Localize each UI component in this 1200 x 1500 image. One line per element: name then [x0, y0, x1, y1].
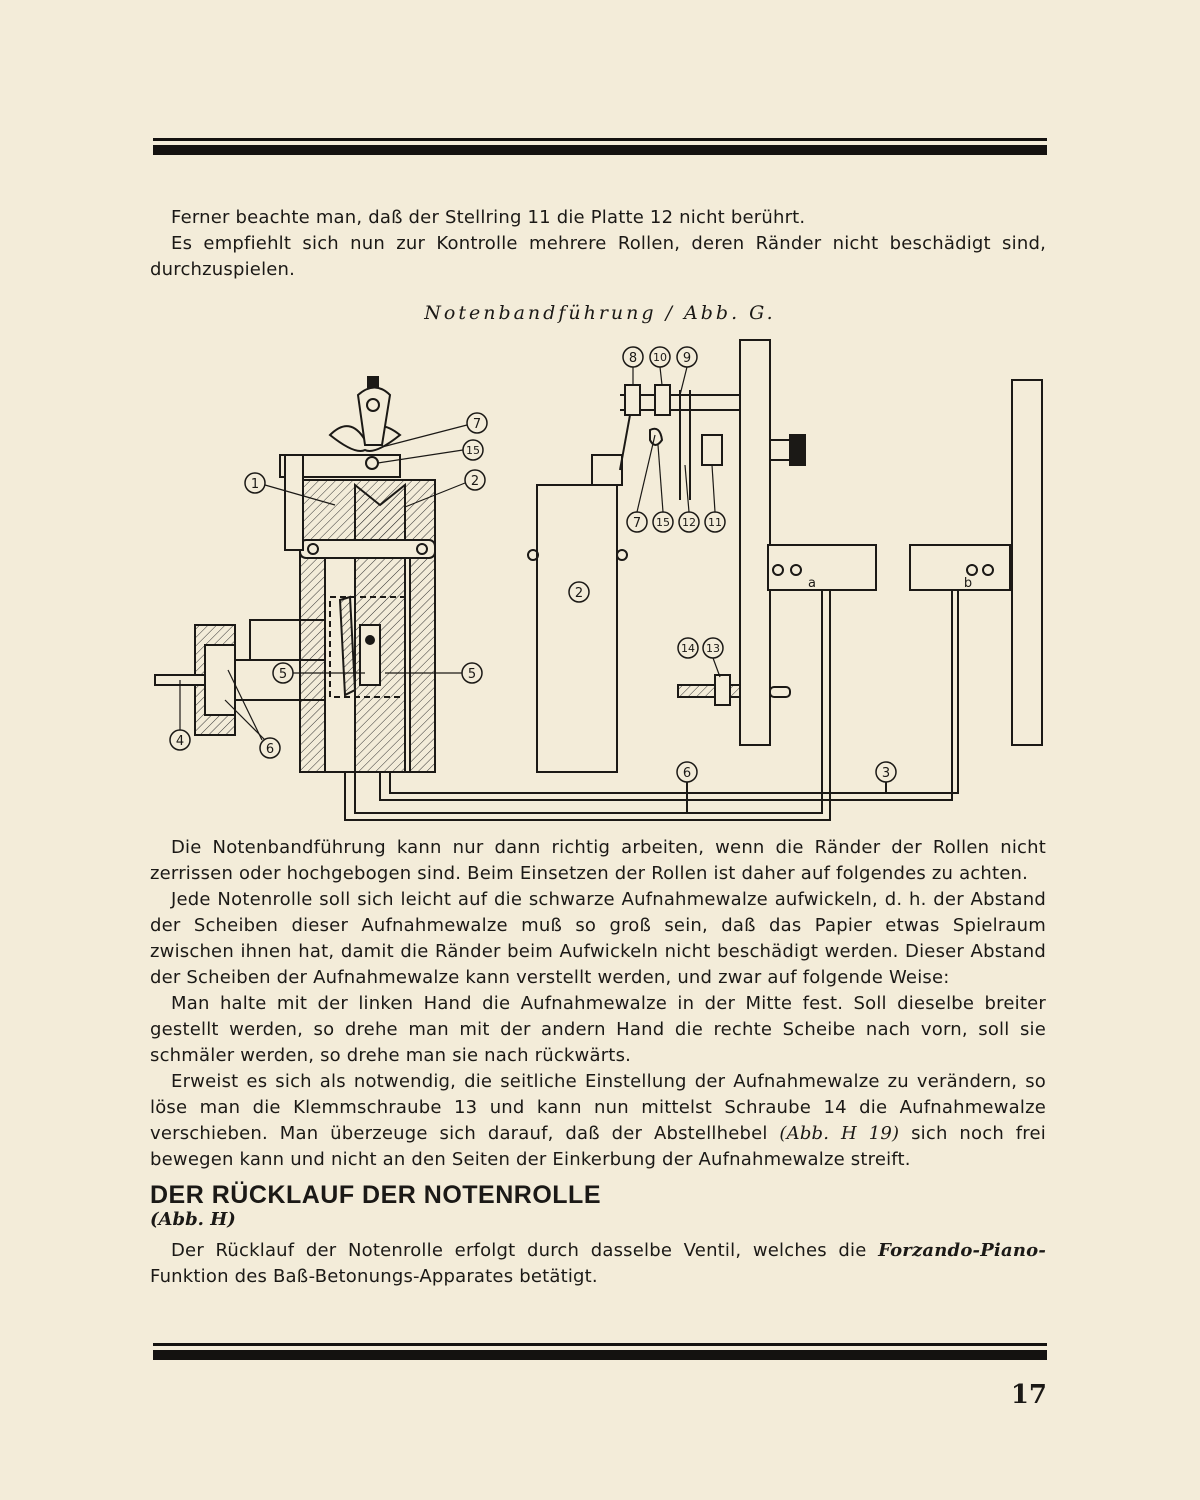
svg-text:9: 9 [682, 351, 692, 366]
svg-text:15: 15 [466, 444, 480, 457]
svg-text:6: 6 [265, 742, 275, 757]
svg-text:14: 14 [681, 642, 695, 655]
top-rule [153, 138, 1047, 156]
intro-text [150, 205, 1046, 283]
svg-text:15: 15 [656, 516, 670, 529]
svg-text:10: 10 [653, 351, 667, 364]
section-subheading: (Abb. H) [150, 1209, 236, 1230]
svg-text:2: 2 [470, 474, 480, 489]
figure-reference: (Abb. H 19) [779, 1123, 900, 1144]
figure-caption: Notenbandführung / Abb. G. [424, 302, 776, 324]
paragraph: Man halte mit der linken Hand die Aufnahmewalze in der Mitte fest. Soll dieselbe breiter gestellt werden, so drehe man mit der andern Hand die rechte Scheibe nach vorn, soll sie schmäler werden, so drehe man sie nach rückwärts. [150, 993, 1046, 1066]
paragraph: Jede Notenrolle soll sich leicht auf die schwarze Aufnahmewalze aufwickeln, d. h. der Abstand der Scheiben dieser Aufnahmewalze muß so groß sein, daß das Papier etwas Spielraum zwischen ihnen hat, damit die Ränder beim Aufwickeln nicht beschädigt werden. Dieser Abstand der Scheiben der Aufnahmewalze kann verstellt werden, und zwar auf folgende Weise: [150, 889, 1046, 988]
paragraph: Die Notenbandführung kann nur dann richtig arbeiten, wenn die Ränder der Rollen nicht zerrissen oder hochgebogen sind. Beim Einsetzen der Rollen ist daher auf folgendes zu achten. [150, 837, 1046, 884]
paragraph: Es empfiehlt sich nun zur Kontrolle mehrere Rollen, deren Ränder nicht beschädigt sind, durchzuspielen. [150, 233, 1046, 280]
svg-text:2: 2 [574, 586, 584, 601]
paragraph-text: Der Rücklauf der Notenrolle erfolgt durch dasselbe Ventil, welches die [171, 1240, 879, 1261]
side-plate [740, 340, 770, 745]
svg-text:5: 5 [278, 667, 288, 682]
svg-text:13: 13 [706, 642, 720, 655]
svg-text:12: 12 [682, 516, 696, 529]
paragraph: Ferner beachte man, daß der Stellring 11 die Platte 12 nicht berührt. [171, 207, 806, 228]
svg-text:5: 5 [467, 667, 477, 682]
svg-text:3: 3 [881, 766, 891, 781]
svg-text:b: b [963, 576, 973, 591]
final-text [150, 1238, 1046, 1290]
figure-notenbandfuehrung [150, 335, 1050, 835]
svg-text:1: 1 [250, 477, 260, 492]
svg-text:6: 6 [682, 766, 692, 781]
paragraph-text: Funktion des Baß-Betonungs-Apparates betätigt. [150, 1266, 598, 1287]
paragraph [150, 1238, 1046, 1290]
paragraph [150, 1069, 1046, 1173]
emphasis-text: Forzando-Piano- [878, 1240, 1046, 1261]
page-number: 17 [1010, 1380, 1047, 1410]
bottom-rule [153, 1343, 1047, 1361]
section-heading: DER RÜCKLAUF DER NOTENROLLE [150, 1181, 601, 1209]
svg-text:a: a [808, 576, 816, 591]
svg-text:4: 4 [175, 734, 185, 749]
svg-text:8: 8 [628, 351, 638, 366]
svg-text:11: 11 [708, 516, 722, 529]
body-text [150, 835, 1046, 1173]
svg-text:7: 7 [632, 516, 642, 531]
paragraph-text: sich noch frei bewegen kann und nicht an den Seiten der Einkerbung der Aufnahmewalze streift. [150, 1123, 1046, 1170]
svg-text:7: 7 [472, 417, 482, 432]
paragraph-text: Erweist es sich als notwendig, die seitliche Einstellung der Aufnahmewalze zu verändern, so löse man die Klemmschraube 13 und kann nun mittelst Schraube 14 die Aufnahmewalze verschieben. Man überzeuge sich darauf, daß der Abstellhebel [150, 1071, 1046, 1144]
column-2 [537, 485, 617, 772]
